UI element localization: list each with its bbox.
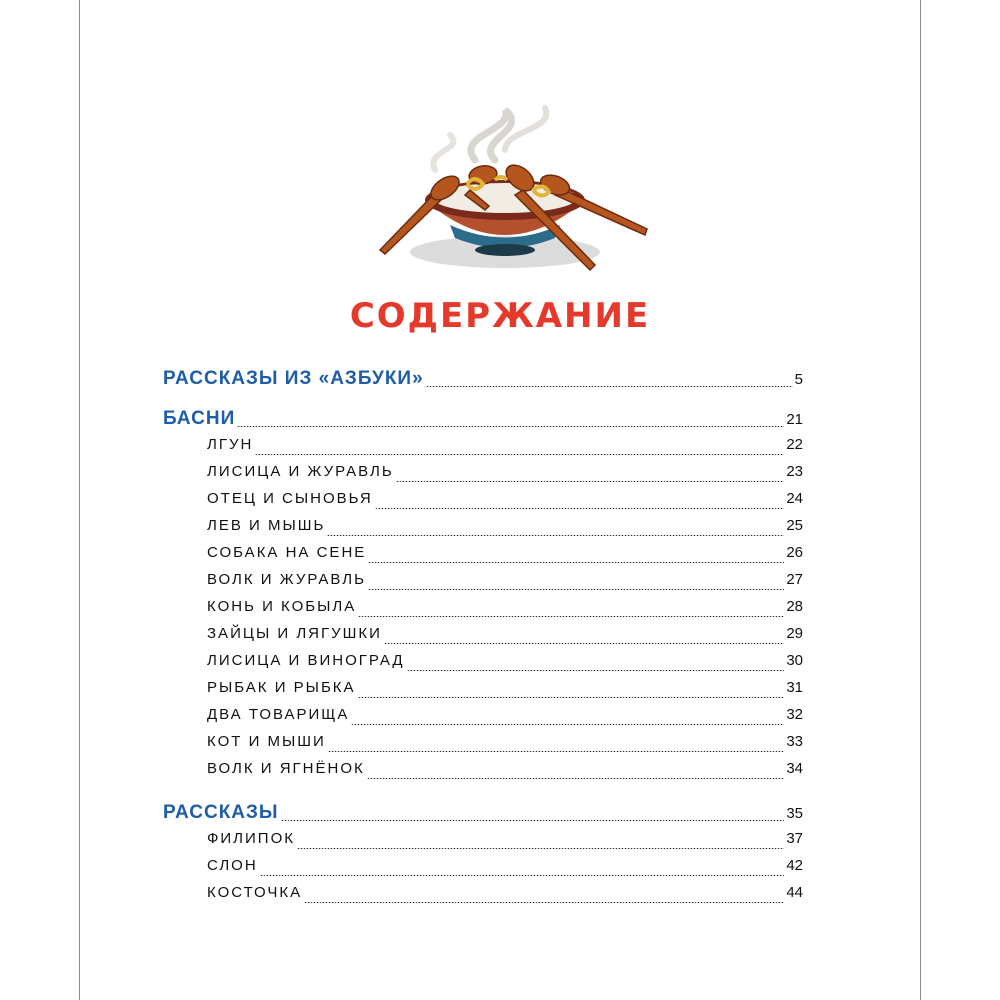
toc-item-label: РЫБАК И РЫБКА [207,679,356,696]
page-edge-right [920,0,921,1000]
toc-item[interactable] [207,571,803,597]
toc-page-number: 24 [786,490,803,507]
toc-page-number: 37 [786,830,803,847]
dot-leader [358,616,784,617]
dot-leader [384,643,784,644]
page-edge-left [79,0,80,1000]
toc-page-number: 44 [786,884,803,901]
toc-page-number: 32 [786,706,803,723]
toc-page-number: 22 [786,436,803,453]
toc-page-number: 5 [794,371,803,388]
toc-item[interactable] [207,517,803,543]
toc-item-label: СЛОН [207,857,258,874]
toc-page-number: 26 [786,544,803,561]
dot-leader [368,562,784,563]
dot-leader [281,820,785,821]
dot-leader [351,724,784,725]
dot-leader [426,386,793,387]
toc-item-label: ВОЛК И ЯГНЁНОК [207,760,365,777]
toc-item-label: ДВА ТОВАРИЩА [207,706,350,723]
toc-section-label: РАССКАЗЫ [163,802,279,823]
toc-item[interactable] [207,463,803,489]
toc-item-label: ОТЕЦ И СЫНОВЬЯ [207,490,373,507]
toc-section-rasskazy[interactable] [163,802,803,828]
toc-item[interactable] [207,830,803,856]
toc-item-label: КОСТОЧКА [207,884,303,901]
toc-item[interactable] [207,884,803,910]
toc-item[interactable] [207,857,803,883]
toc-page-number: 23 [786,463,803,480]
toc-item[interactable] [207,679,803,705]
dot-leader [304,902,784,903]
dot-leader [367,778,785,779]
toc-item[interactable] [207,733,803,759]
toc-page-number: 42 [786,857,803,874]
toc-page-number: 21 [786,411,803,428]
contents-title: СОДЕРЖАНИЕ [349,296,651,336]
toc-item[interactable] [207,490,803,516]
bowl-illustration [355,100,655,280]
toc-page-number: 25 [786,517,803,534]
dot-leader [375,508,785,509]
toc-item-label: ВОЛК И ЖУРАВЛЬ [207,571,366,588]
dot-leader [297,848,784,849]
toc-page-number: 35 [786,805,803,822]
toc-item[interactable] [207,436,803,462]
toc-item[interactable] [207,652,803,678]
toc-section-basni[interactable] [163,408,803,434]
toc-page-number: 31 [786,679,803,696]
toc-item-label: ЛИСИЦА И ВИНОГРАД [207,652,405,669]
toc-item[interactable] [207,760,803,786]
toc-item-label: КОТ И МЫШИ [207,733,326,750]
dot-leader [260,875,785,876]
toc-item-label: ЛИСИЦА И ЖУРАВЛЬ [207,463,394,480]
toc-page-number: 33 [786,733,803,750]
toc-item[interactable] [207,598,803,624]
dot-leader [396,481,785,482]
dot-leader [237,426,784,427]
toc-item[interactable] [207,625,803,651]
toc-item-label: ЛЕВ И МЫШЬ [207,517,326,534]
toc-item[interactable] [207,544,803,570]
toc-page-number: 34 [786,760,803,777]
toc-page-number: 30 [786,652,803,669]
toc-section-label: БАСНИ [163,408,236,429]
dot-leader [327,535,784,536]
toc-item[interactable] [207,706,803,732]
toc-section-label: РАССКАЗЫ ИЗ «АЗБУКИ» [163,368,424,389]
dot-leader [358,697,785,698]
toc-item-label: КОНЬ И КОБЫЛА [207,598,357,615]
toc-page-number: 29 [786,625,803,642]
toc-item-label: ФИЛИПОК [207,830,295,847]
toc-item-label: ЛГУН [207,436,254,453]
dot-leader [328,751,784,752]
toc-page-number: 27 [786,571,803,588]
dot-leader [407,670,785,671]
toc-section-azbuka[interactable] [163,368,803,394]
toc-page-number: 28 [786,598,803,615]
dot-leader [368,589,784,590]
toc-item-label: СОБАКА НА СЕНЕ [207,544,367,561]
toc-item-label: ЗАЙЦЫ И ЛЯГУШКИ [207,625,382,642]
dot-leader [255,454,784,455]
